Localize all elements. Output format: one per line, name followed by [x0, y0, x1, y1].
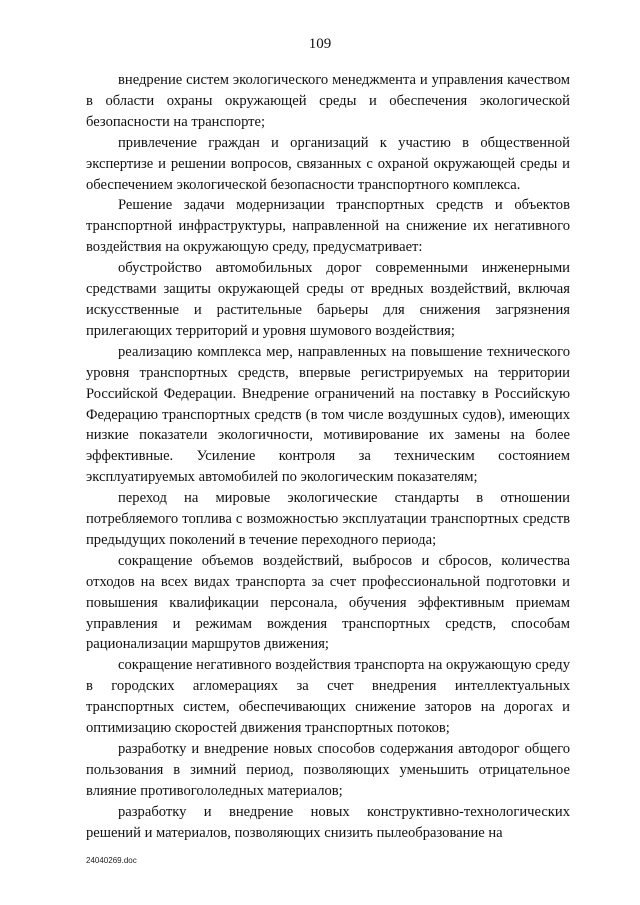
paragraph-urban-agglomerations: сокращение негативного воздействия транспорта на окружающую среду в городских агломерациях за счет внедрения интеллектуальных транспортных систем, обеспечивающих снижение заторов на дорогах и оптимизацию скоростей движения транспортных потоков;: [86, 657, 570, 737]
footer-filename: 24040269.doc: [86, 856, 137, 865]
paragraph-fuel-standards: переход на мировые экологические стандарты в отношении потребляемого топлива с возможностью эксплуатации транспортных средств предыдущих поколений в течение переходного периода;: [86, 490, 570, 548]
paragraph-winter-maintenance: разработку и внедрение новых способов содержания автодорог общего пользования в зимний период, позволяющих уменьшить отрицательное влияние противогололедных материалов;: [86, 741, 570, 799]
document-body: [86, 70, 570, 844]
paragraph-environmental-management: внедрение систем экологического менеджмента и управления качеством в области охраны окружающей среды и обеспечения экологической безопасности на транспорте;: [86, 72, 570, 130]
paragraph-dust-reduction: разработку и внедрение новых конструктивно-технологических решений и материалов, позволяющих снизить пылеобразование на: [86, 803, 570, 841]
paragraph-vehicle-technical-level: реализацию комплекса мер, направленных на повышение технического уровня транспортных средств, впервые регистрируемых на территории Российской Федерации. Внедрение ограничений на поставку в Российскую Федерацию транспортных средств (в том числе воздушных судов), имеющих низкие показатели экологичности, мотивирование их замены на более эффективные. Усиление контроля за техническим состоянием эксплуатируемых автомобилей по экологическим показателям;: [86, 343, 570, 486]
page-number: 109: [308, 36, 332, 52]
paragraph-citizen-involvement: привлечение граждан и организаций к участию в общественной экспертизе и решении вопросов, связанных с охраной окружающей среды и обеспечением экологической безопасности транспортного комплекса.: [86, 134, 570, 193]
paragraph-emission-reduction: сокращение объемов воздействий, выбросов и сбросов, количества отходов на всех видах транспорта за счет профессиональной подготовки и повышения квалификации персонала, обучения эффективным приемам управления и режимам вождения транспортных средств, способам рационализации маршрутов движения;: [86, 552, 570, 653]
paragraph-modernization-intro: Решение задачи модернизации транспортных средств и объектов транспортной инфраструктуры, направленной на снижение их негативного воздействия на окружающую среду, предусматривает:: [86, 197, 570, 256]
paragraph-road-protection: обустройство автомобильных дорог современными инженерными средствами защиты окружающей среды от вредных воздействий, включая искусственные и растительные барьеры для снижения загрязнения прилегающих территорий и уровня шумового воздействия;: [86, 260, 570, 339]
